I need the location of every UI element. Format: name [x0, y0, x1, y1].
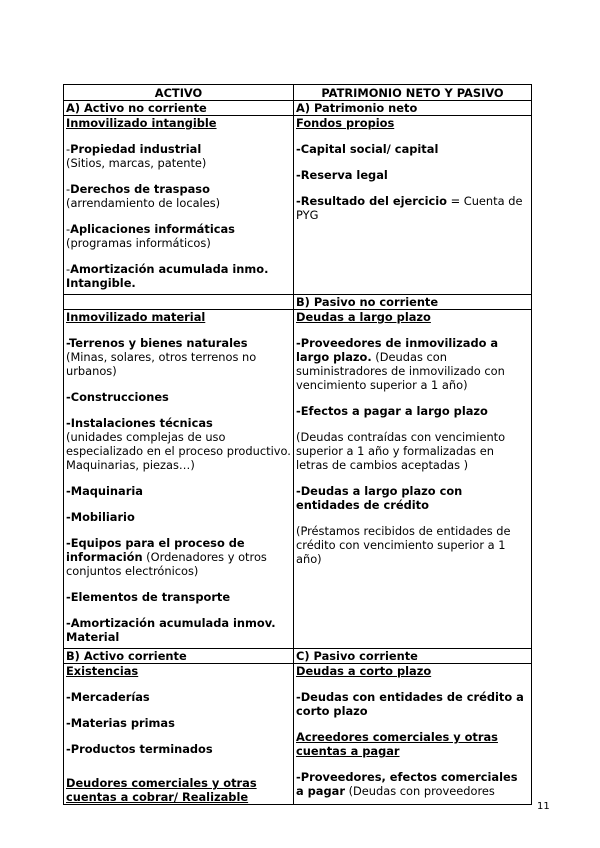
- list-item: -Capital social/ capital: [296, 142, 439, 156]
- list-item: -Mercaderías: [66, 690, 150, 704]
- list-item: -Instalaciones técnicas (unidades complejas de uso especializado en el proceso productivo. Maquinarias, piezas…): [66, 416, 291, 472]
- deudores-title: Deudores comerciales y otras cuentas a cobrar/ Realizable: [66, 776, 257, 804]
- empty-cell: [64, 295, 294, 310]
- header-activo: ACTIVO: [64, 85, 294, 101]
- list-item: -Mobiliario: [66, 510, 135, 524]
- cell-deudas-corto-plazo: [294, 664, 532, 805]
- list-item: -Equipos para el proceso de información (Ordenadores y otros conjuntos electrónicos): [66, 536, 267, 578]
- list-item: -Proveedores de inmovilizado a largo plazo. (Deudas con suministradores de inmovilizado con vencimiento superior a 1 año): [296, 336, 505, 392]
- cell-existencias: [64, 664, 294, 805]
- list-item: -Deudas con entidades de crédito a corto plazo: [296, 690, 524, 718]
- row-intangible: [64, 116, 532, 295]
- list-item: -Terrenos y bienes naturales (Minas, solares, otros terrenos no urbanos): [66, 336, 257, 378]
- deudas-corto-plazo-title: Deudas a corto plazo: [296, 664, 432, 678]
- list-item: -Construcciones: [66, 390, 169, 404]
- acreedores-title: Acreedores comerciales y otras cuentas a pagar: [296, 730, 498, 758]
- section-pasivo-no-corriente: B) Pasivo no corriente: [294, 295, 532, 310]
- section-patrimonio-neto: A) Patrimonio neto: [294, 101, 532, 116]
- list-item: -Resultado del ejercicio = Cuenta de PYG: [296, 194, 523, 222]
- list-item: -Aplicaciones informáticas (programas informáticos): [66, 222, 235, 250]
- list-item: -Deudas a largo plazo con entidades de crédito: [296, 484, 463, 512]
- cell-inmovilizado-intangible: [64, 116, 294, 295]
- fondos-propios-title: Fondos propios: [296, 116, 395, 130]
- row-material: [64, 310, 532, 649]
- balance-table: [63, 84, 532, 805]
- list-item: -Productos terminados: [66, 742, 213, 756]
- list-item: -Efectos a pagar a largo plazo: [296, 404, 488, 418]
- section-activo-no-corriente: A) Activo no corriente: [64, 101, 294, 116]
- list-item: -Amortización acumulada inmov. Material: [66, 616, 276, 644]
- section-row-a: [64, 101, 532, 116]
- header-row: [64, 85, 532, 101]
- existencias-title: Existencias: [66, 664, 139, 678]
- list-item: (Deudas contraídas con vencimiento superior a 1 año y formalizadas en letras de cambios aceptadas ): [296, 430, 506, 472]
- list-item: -Propiedad industrial (Sitios, marcas, patente): [66, 142, 207, 170]
- list-item: -Maquinaria: [66, 484, 143, 498]
- section-activo-corriente: B) Activo corriente: [64, 649, 294, 664]
- cell-inmovilizado-material: [64, 310, 294, 649]
- cell-deudas-largo-plazo: [294, 310, 532, 649]
- section-row-b-pasivo: [64, 295, 532, 310]
- list-item: -Derechos de traspaso (arrendamiento de locales): [66, 182, 221, 210]
- cell-fondos-propios: [294, 116, 532, 295]
- list-item: (Préstamos recibidos de entidades de crédito con vencimiento superior a 1 año): [296, 524, 511, 566]
- list-item: -Proveedores, efectos comerciales a pagar (Deudas con proveedores: [296, 770, 518, 798]
- section-row-c: [64, 649, 532, 664]
- list-item: -Materias primas: [66, 716, 175, 730]
- deudas-largo-plazo-title: Deudas a largo plazo: [296, 310, 431, 324]
- list-item: -Elementos de transporte: [66, 590, 231, 604]
- section-pasivo-corriente: C) Pasivo corriente: [294, 649, 532, 664]
- list-item: -Reserva legal: [296, 168, 388, 182]
- header-pasivo: PATRIMONIO NETO Y PASIVO: [294, 85, 532, 101]
- list-item: -Amortización acumulada inmo. Intangible.: [66, 262, 269, 290]
- row-corriente: [64, 664, 532, 805]
- page-number: 11: [537, 801, 550, 812]
- inmovilizado-material-title: Inmovilizado material: [66, 310, 206, 324]
- inmovilizado-intangible-title: Inmovilizado intangible: [66, 116, 217, 130]
